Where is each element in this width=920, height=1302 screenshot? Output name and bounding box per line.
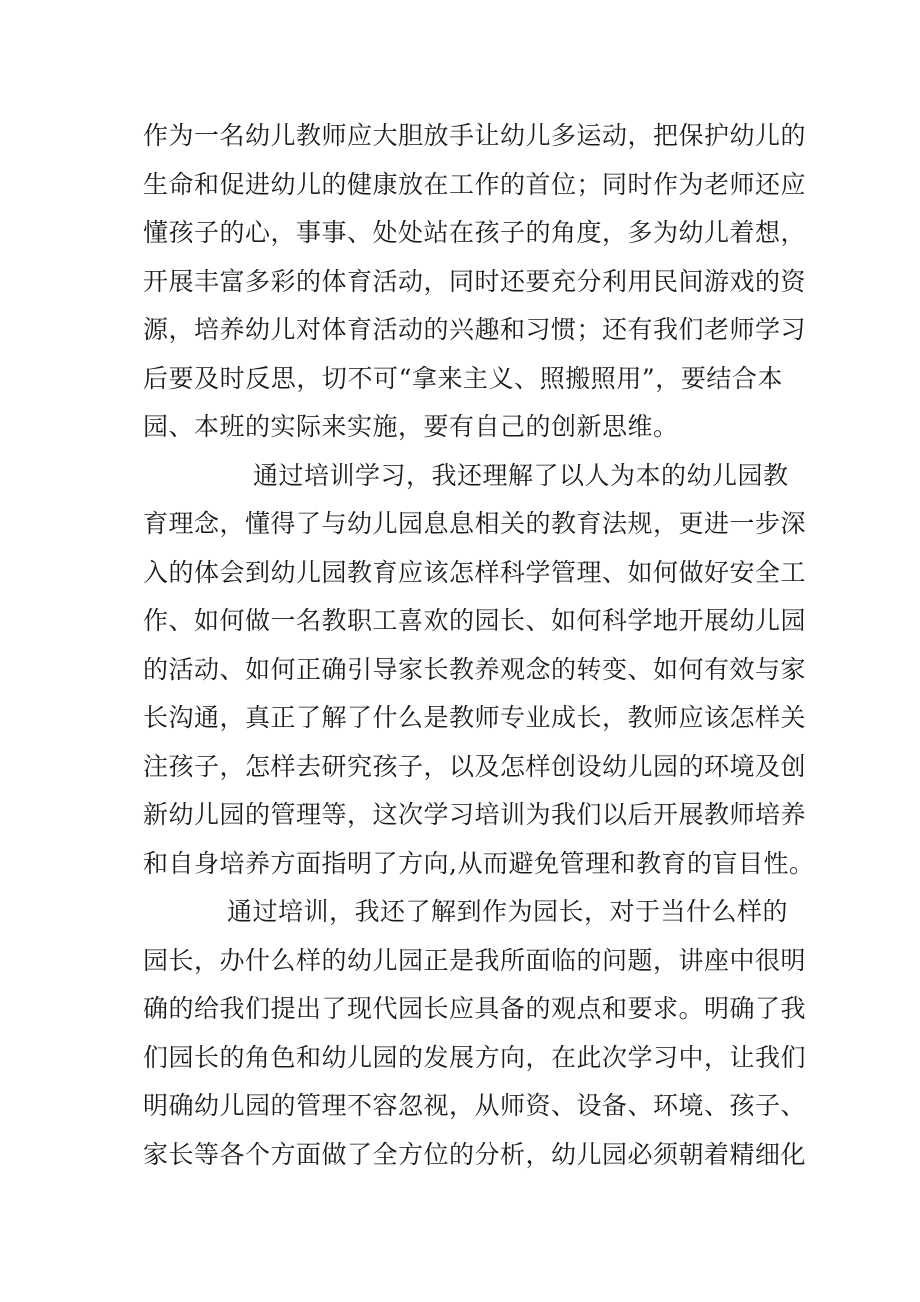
text-line: 家长等各个方面做了全方位的分析，幼儿园必须朝着精细化 <box>143 1139 807 1169</box>
text-line: 懂孩子的心，事事、处处站在孩子的角度，多为幼儿着想， <box>143 218 807 247</box>
text-line: 源，培养幼儿对体育活动的兴趣和习惯；还有我们老师学习 <box>143 315 807 344</box>
text-line: 育理念，懂得了与幼儿园息息相关的教育法规，更进一步深 <box>143 509 807 538</box>
text-line: 们园长的角色和幼儿园的发展方向，在此次学习中，让我们 <box>143 1042 807 1072</box>
text-line: 园、本班的实际来实施，要有自己的创新思维。 <box>143 412 679 441</box>
text-line: 通过培训学习，我还理解了以人为本的幼儿园教 <box>253 460 789 490</box>
text-line: 园长，办什么样的幼儿园正是我所面临的问题，讲座中很明 <box>143 945 807 975</box>
text-line: 长沟通，真正了解了什么是教师专业成长，教师应该怎样关 <box>143 703 807 732</box>
paragraph-3 <box>143 888 807 1179</box>
text-line: 后要及时反思，切不可“拿来主义、照搬照用”，要结合本 <box>143 363 783 393</box>
text-line: 和自身培养方面指明了方向,从而避免管理和教育的盲目性。 <box>143 848 815 878</box>
text-line: 生命和促进幼儿的健康放在工作的首位；同时作为老师还应 <box>143 169 807 199</box>
text-line: 作为一名幼儿教师应大胆放手让幼儿多运动，把保护幼儿的 <box>143 121 807 150</box>
text-line: 新幼儿园的管理等，这次学习培训为我们以后开展教师培养 <box>143 800 807 829</box>
text-line: 作、如何做一名教职工喜欢的园长、如何科学地开展幼儿园 <box>143 606 807 635</box>
paragraph-1 <box>143 112 807 452</box>
document-body <box>143 112 815 1179</box>
paragraph-2 <box>143 452 815 889</box>
text-line: 的活动、如何正确引导家长教养观念的转变、如何有效与家 <box>143 654 807 684</box>
text-line: 开展丰富多彩的体育活动，同时还要充分利用民间游戏的资 <box>143 266 807 296</box>
text-line: 入的体会到幼儿园教育应该怎样科学管理、如何做好安全工 <box>143 557 807 587</box>
text-line: 通过培训，我还了解到作为园长，对于当什么样的 <box>227 897 789 926</box>
text-line: 确的给我们提出了现代园长应具备的观点和要求。明确了我 <box>143 994 807 1023</box>
text-line: 明确幼儿园的管理不容忽视，从师资、设备、环境、孩子、 <box>143 1091 807 1120</box>
text-line: 注孩子，怎样去研究孩子，以及怎样创设幼儿园的环境及创 <box>143 751 807 781</box>
